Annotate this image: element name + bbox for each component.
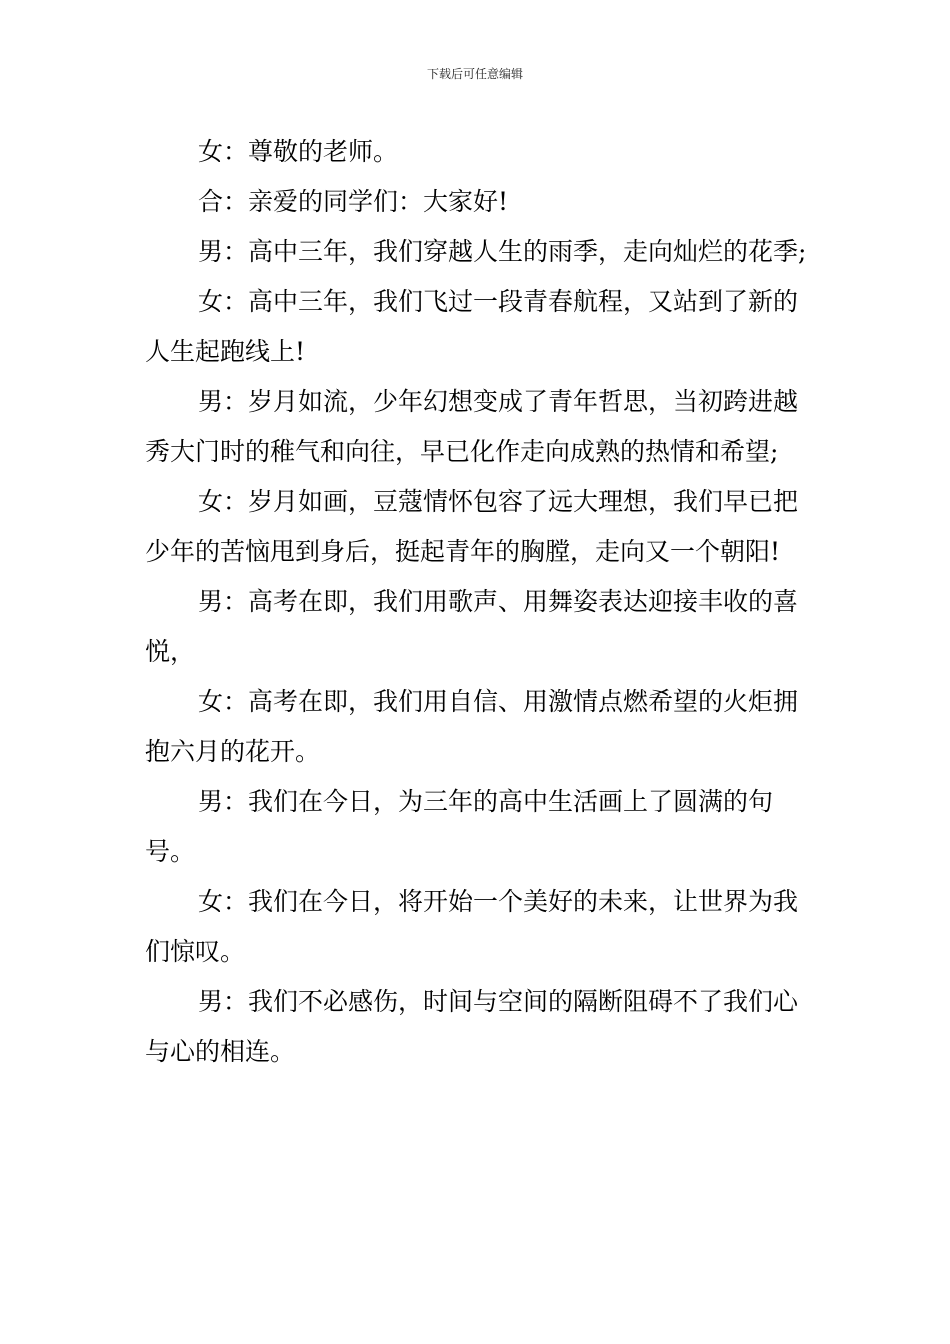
paragraph: 女：岁月如画，豆蔻情怀包容了远大理想，我们早已把少年的苦恼甩到身后，挺起青年的胸膛，走向又一个朝阳! (145, 487, 799, 566)
page-header: 下载后可任意编辑 (426, 67, 523, 81)
paragraph: 合：亲爱的同学们：大家好! (198, 187, 509, 216)
paragraph: 女：高考在即，我们用自信、用激情点燃希望的火炬拥抱六月的花开。 (145, 687, 799, 766)
paragraph: 女：我们在今日，将开始一个美好的未来，让世界为我们惊叹。 (145, 887, 799, 966)
paragraph: 男：我们在今日，为三年的高中生活画上了圆满的句号。 (145, 787, 774, 866)
paragraph: 男：高中三年，我们穿越人生的雨季，走向灿烂的花季; (198, 237, 807, 266)
paragraph: 女：高中三年，我们飞过一段青春航程，又站到了新的人生起跑线上! (145, 287, 799, 366)
paragraph: 男：高考在即，我们用歌声、用舞姿表达迎接丰收的喜悦， (145, 587, 799, 666)
paragraph: 男：岁月如流，少年幻想变成了青年哲思，当初跨进越秀大门时的稚气和向往，早已化作走向成熟的热情和希望; (145, 387, 799, 466)
document-body (145, 127, 810, 1077)
paragraph: 男：我们不必感伤，时间与空间的隔断阻碍不了我们心与心的相连。 (145, 987, 799, 1066)
paragraph: 女：尊敬的老师。 (198, 137, 399, 166)
